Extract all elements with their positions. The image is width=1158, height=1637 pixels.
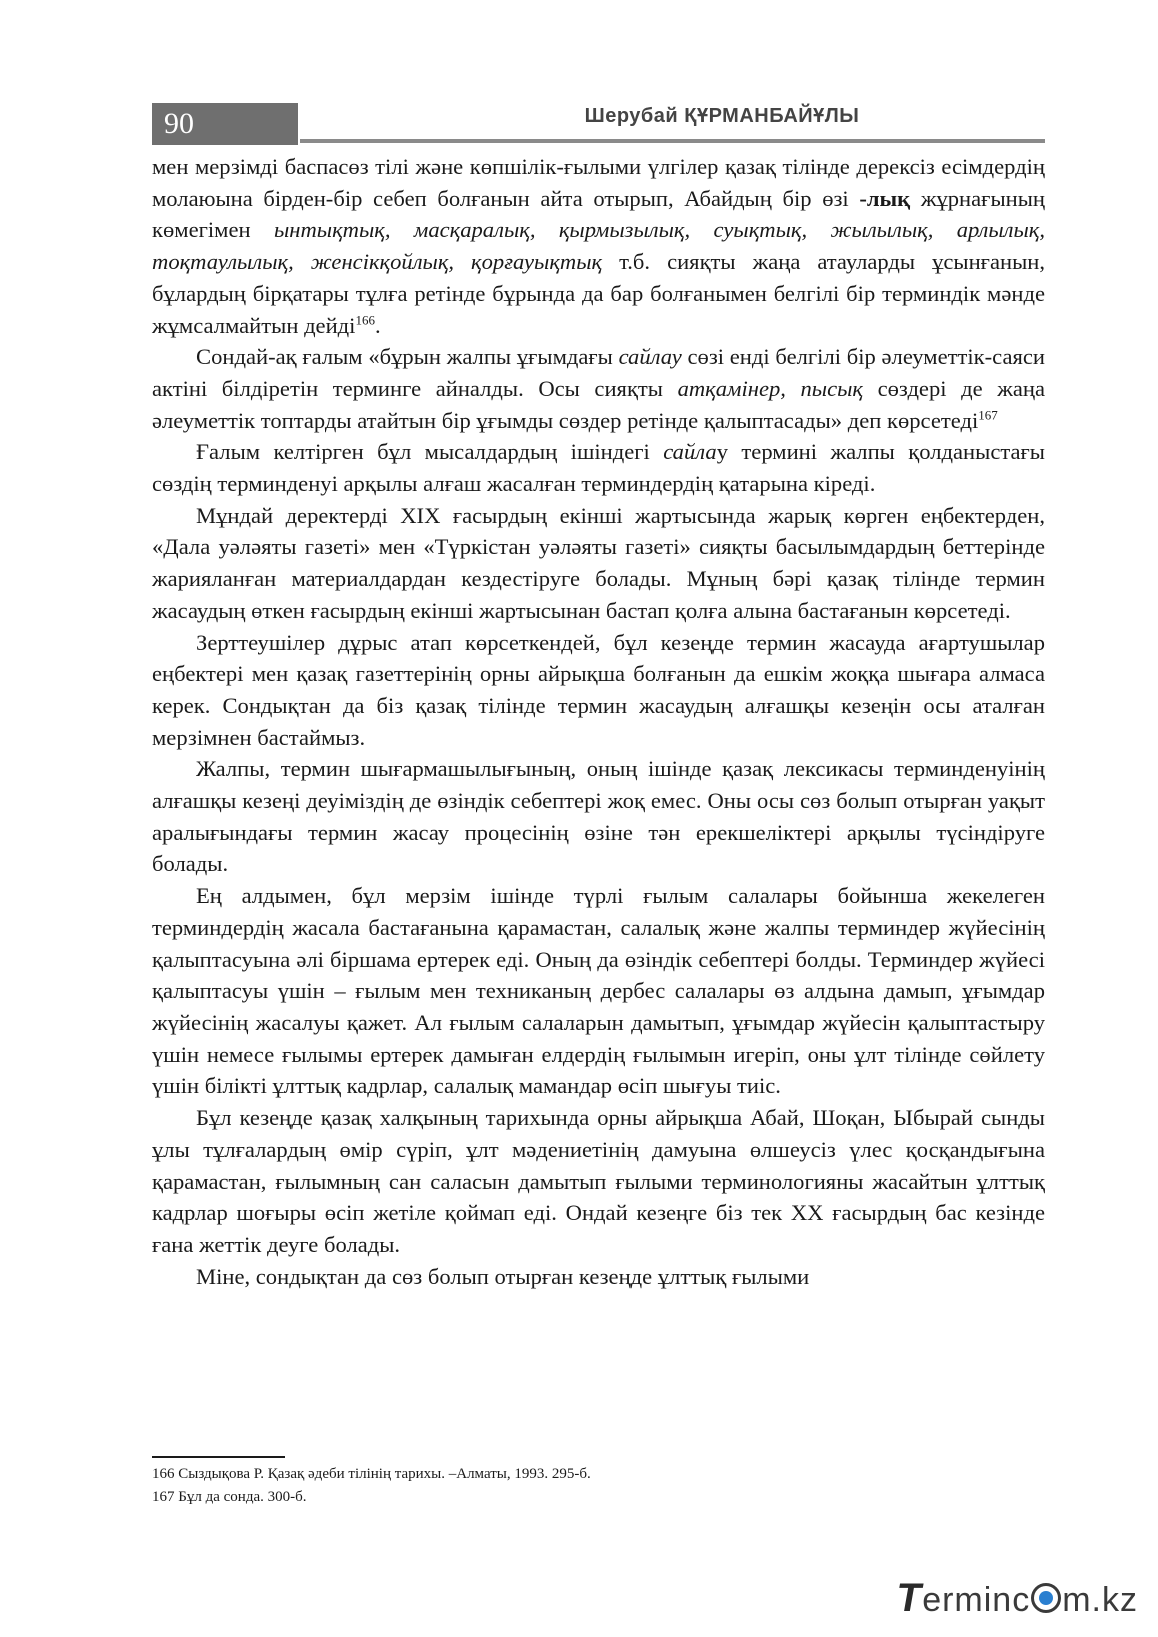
running-head-author: Шерубай ҚҰРМАНБАЙҰЛЫ <box>584 105 860 127</box>
footnote-rule <box>152 1456 285 1458</box>
header-rule <box>300 139 1045 143</box>
page-number: 90 <box>152 103 298 145</box>
p2-italic-2: атқамінер, пысық <box>677 375 864 401</box>
footnote-ref-166: 166 <box>355 311 375 327</box>
p2-text-3: сөздері де жаңа әлеуметтік топтарды атайтын бір ұғымды сөздер ретінде қалыптасады» деп көрсетеді <box>152 375 1045 433</box>
paragraph-7: Ең алдымен, бұл мерзім ішінде түрлі ғылым салалары бойынша жекелеген терминдердің жасала бастағанына қарамастан, салалық және жалпы терминдер жүйесінің қалыптасуына әлі біршама ертерек еді. Оның да өзіндік себептері болды. Терминдер жүйесі қалыптасуы үшін – ғылым мен техниканың дербес салалары өз алдына дамып, ұғымдар жүйесінің жасалуы қажет. Ал ғылым салаларын дамытып, ұғымдар жүйесін қалыптастыру үшін немесе ғылымы ертерек дамыған елдердің ғылымын игеріп, оны ұлт тілінде сөйлету үшін білікті ұлттық кадрлар, салалық мамандар өсіп шығуы тиіс. <box>152 883 1045 1099</box>
footnote-ref-167: 167 <box>978 407 998 423</box>
paragraph-3 <box>152 436 1045 499</box>
p1-text-3: т.б. сияқты жаңа атауларды ұсынғанын, бұлардың бірқатары тұлға ретінде бұрында да бар болғанымен белгілі бір терминдік мәнде жұмсалмайтын дейді <box>152 249 1045 338</box>
globe-icon <box>1031 1583 1061 1613</box>
footnote-167: 167 Бұл да сонда. 300-б. <box>152 1489 307 1505</box>
paragraph-5: Зерттеушілер дұрыс атап көрсеткендей, бұл кезеңде термин жасауда ағартушылар еңбектері мен қазақ газеттерінің орны айрықша болғанын да ешкім жоққа шығара алмаса керек. Сондықтан да біз қазақ тілінде термин жасаудың алғашқы кезеңін осы аталған мерзімнен бастаймыз. <box>152 629 1045 750</box>
page-header <box>152 103 1045 145</box>
footnote-166: 166 Сыздықова Р. Қазақ әдеби тілінің тарихы. –Алматы, 1993. 295-б. <box>152 1466 591 1482</box>
p3-italic-1: сайла <box>663 439 717 465</box>
p1-text-1: мен мерзімді баспасөз тілі және көпшілік-ғылыми үлгілер қазақ тілінде дерексіз есімдердің молаюына бірден-бір себеп болғанын айта отырып, Абайдың бір өзі <box>152 154 1045 211</box>
paragraph-9: Міне, сондықтан да сөз болып отырған кезеңде ұлттық ғылыми <box>196 1263 810 1289</box>
p1-text-4: . <box>374 312 381 338</box>
body-text <box>152 151 1045 1292</box>
watermark-t: T <box>892 1576 927 1620</box>
p1-suffix-bold: -лық <box>859 185 911 211</box>
p2-italic-1: сайлау <box>618 344 682 370</box>
footnotes <box>152 1463 1045 1509</box>
paragraph-6: Жалпы, термин шығармашылығының, оның ішінде қазақ лексикасы терминденуінің алғашқы кезеңі деуіміздің де өзіндік себептері жоқ емес. Оны осы сөз болып отырған уақыт аралығындағы термин жасау процесінің өзіне тән ерекшеліктері арқылы түсіндіруге болады. <box>152 756 1045 877</box>
paragraph-2 <box>152 341 1045 436</box>
paragraph-1 <box>152 151 1045 341</box>
watermark-end: m.kz <box>1062 1581 1138 1619</box>
paragraph-4: Мұндай деректерді XIX ғасырдың екінші жартысында жарық көрген еңбектерден, «Дала уәләяты газеті» мен «Түркістан уәләяты газеті» сияқты басылымдардың беттерінде жарияланған материалдардан кездестіруге болады. Мұның бәрі қазақ тілінде термин жасаудың өткен ғасырдың екінші жартысынан бастап қолға алына бастағанын көрсетеді. <box>152 502 1045 623</box>
termincom-watermark <box>892 1576 1138 1621</box>
p1-text-2: жұрнағының көмегімен <box>152 185 1045 243</box>
p3-text-1: Ғалым келтірген бұл мысалдардың ішіндегі <box>196 439 664 465</box>
p1-examples-italic: ынтықтық, масқаралық, қырмызылық, суықтық, жылылық, арлылық, тоқтаулылық, женсікқойлық, қорғауықтық <box>152 217 1045 275</box>
p2-text-2: сөзі енді белгілі бір әлеуметтік-саяси актіні білдіретін терминге айналды. Осы сияқты <box>152 344 1045 401</box>
p3-text-2: у термині жалпы қолданыстағы сөздің терминденуі арқылы алғаш жасалған терминдердің қатарына кіреді. <box>152 439 1045 497</box>
paragraph-8: Бұл кезеңде қазақ халқының тарихында орны айрықша Абай, Шоқан, Ыбырай сынды ұлы тұлғалардың өмір сүріп, ұлт мәдениетінің дамуына өлшеусіз үлес қосқандығына қарамастан, ғылымның сан саласын дамытып ғылыми терминологияны жасайтын ұлттық кадрлар шоғыры өсіп жетіле қоймап еді. Ондай кезеңге біз тек XX ғасырдың бас кезінде ғана жеттік деуге болады. <box>152 1105 1045 1257</box>
p2-text-1: Сондай-ақ ғалым «бұрын жалпы ұғымдағы <box>196 344 619 370</box>
watermark-middle: erminc <box>922 1581 1031 1619</box>
